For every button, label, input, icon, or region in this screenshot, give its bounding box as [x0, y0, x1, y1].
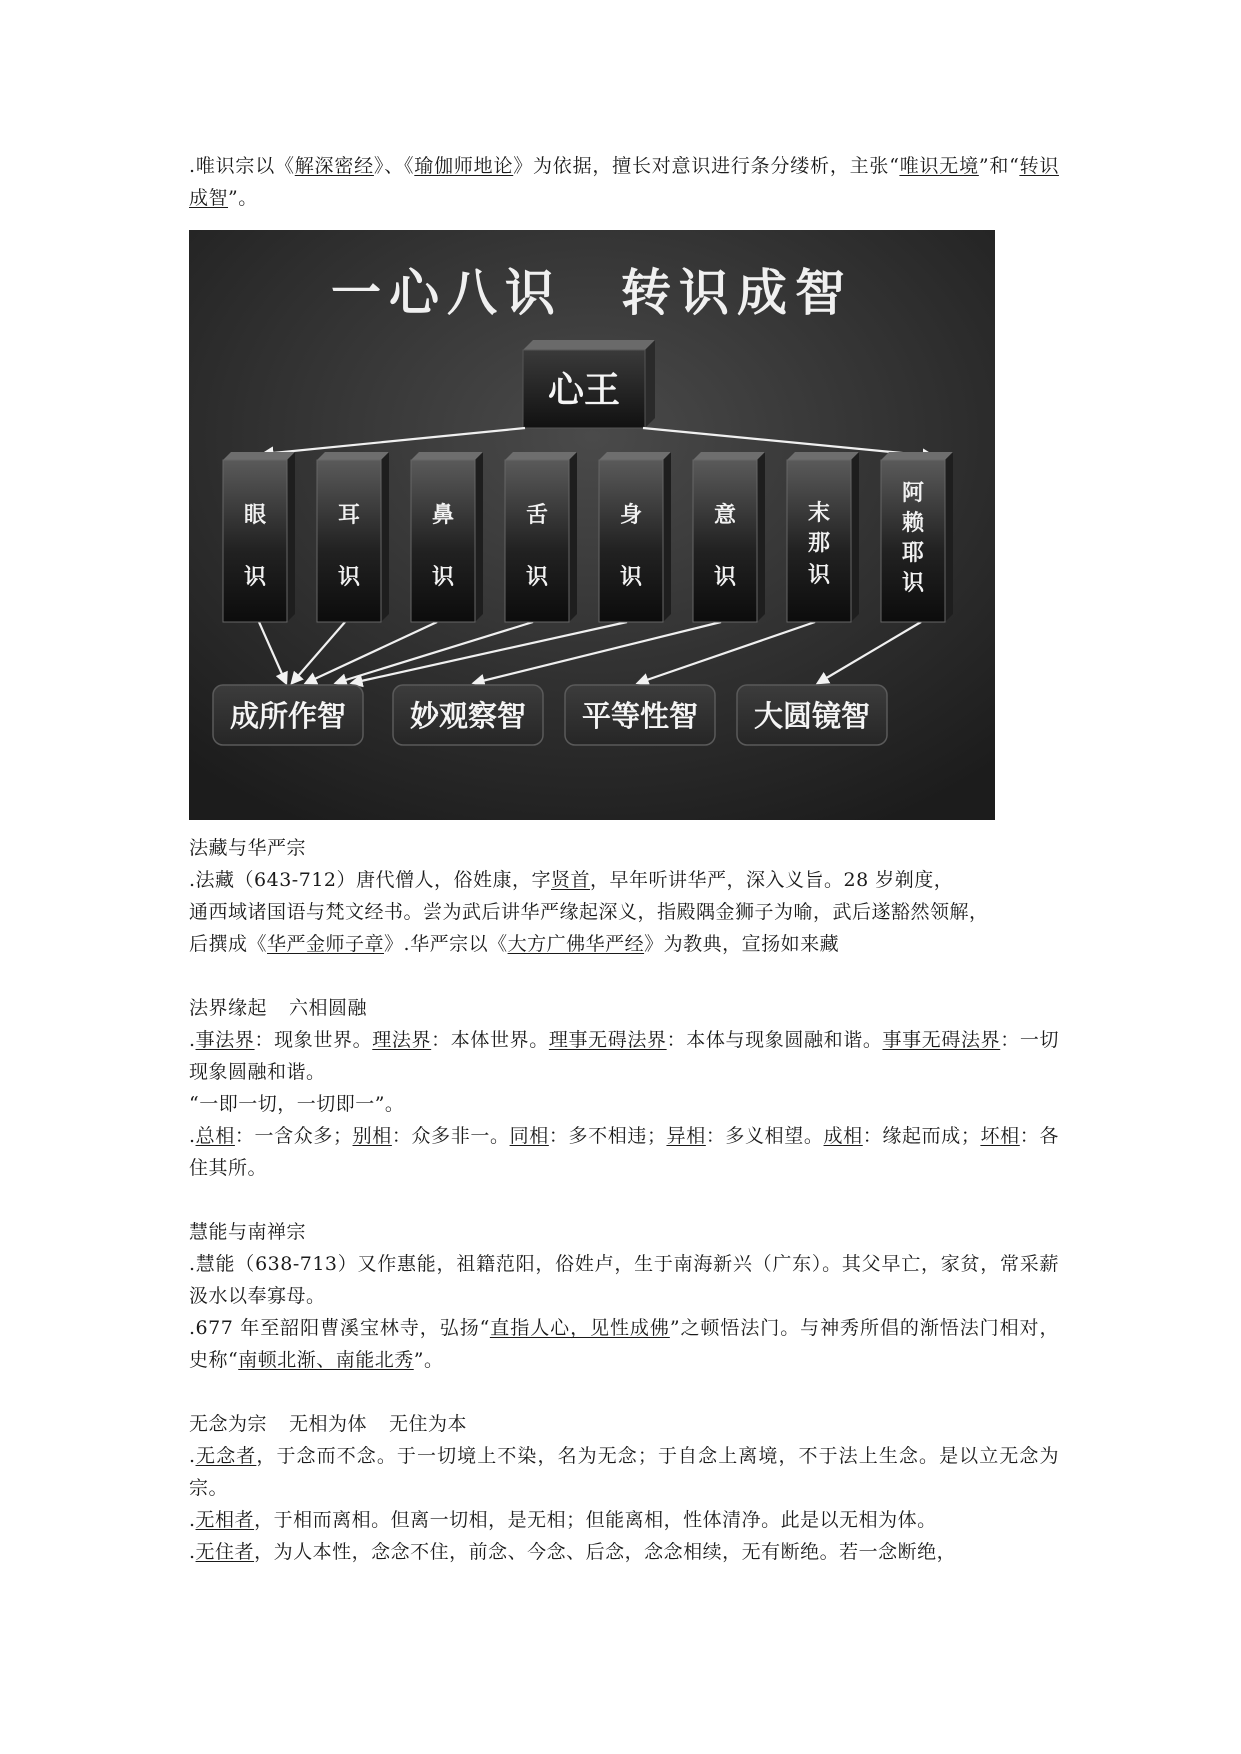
consciousness-pillar	[693, 452, 765, 622]
wunian-paragraph-1	[189, 1440, 1059, 1504]
spacer	[189, 960, 1059, 992]
pillar-top	[881, 452, 953, 460]
wisdom-box	[565, 685, 715, 745]
pillar-top	[223, 452, 295, 460]
text: .唯识宗以《	[189, 155, 295, 177]
pillar-side	[569, 452, 577, 622]
consciousness-pillar	[223, 452, 295, 622]
pillar-top	[505, 452, 577, 460]
text: ”和“	[978, 155, 1020, 177]
pillar-face	[317, 460, 381, 622]
term-link: 华严金师子章	[267, 933, 385, 955]
text: ：众多非一。	[391, 1125, 510, 1147]
wisdom-label: 成所作智	[229, 699, 347, 733]
pillar-char: 眼	[243, 503, 267, 528]
text: ：缘起而成；	[862, 1125, 981, 1147]
term-link: 事法界	[195, 1029, 255, 1051]
text: ：各住其所。	[189, 1125, 1059, 1179]
diagram-title: 一心八识 转识成智	[331, 264, 853, 322]
term-link: 无念者	[195, 1445, 257, 1467]
term-link: 坏相	[980, 1125, 1020, 1147]
wisdom-box	[737, 685, 887, 745]
pillar-char: 耳	[337, 503, 361, 528]
pillar-side	[851, 452, 859, 622]
text: ”。	[413, 1349, 444, 1371]
text: ”。	[228, 187, 258, 209]
pillar-char: 识	[619, 565, 643, 590]
consciousness-pillar	[411, 452, 483, 622]
term-link: 贤首	[551, 869, 591, 891]
title-part: 六相圆融	[289, 997, 368, 1019]
wunian-paragraph-2	[189, 1504, 1059, 1536]
text: 》、《	[373, 155, 415, 177]
pillar-char: 阿	[901, 481, 925, 506]
text: .677 年至韶阳曹溪宝林寺，弘扬“	[189, 1317, 490, 1339]
fazang-line-3	[189, 928, 1059, 960]
root-node	[523, 340, 655, 428]
pillar-top	[787, 452, 859, 460]
wisdom-label: 妙观察智	[409, 699, 527, 733]
pillar-char: 那	[807, 531, 831, 556]
text: .	[189, 1509, 196, 1531]
text: ：现象世界。	[254, 1029, 373, 1051]
pillar-char: 识	[243, 565, 267, 590]
pillar-side	[381, 452, 389, 622]
term-link: 转识成智	[189, 155, 1059, 209]
pillar-face	[223, 460, 287, 622]
pillar-face	[411, 460, 475, 622]
pillar-char: 识	[337, 565, 361, 590]
root-node-label: 心王	[547, 370, 621, 411]
fajie-paragraph-1	[189, 1024, 1059, 1088]
text: 后撰成《	[189, 933, 268, 955]
pillar-face	[599, 460, 663, 622]
title-part: 法界缘起	[189, 997, 268, 1019]
text: ，于相而离相。但离一切相，是无相；但能离相，性体清净。此是以无相为体。	[254, 1509, 937, 1531]
term-link: 事事无碍法界	[882, 1029, 1001, 1051]
consciousness-pillar	[599, 452, 671, 622]
term-link: 直指人心，见性成佛	[489, 1317, 670, 1339]
pillar-char: 赖	[901, 511, 925, 536]
wisdom-label: 平等性智	[581, 699, 699, 733]
pillar-char: 身	[619, 503, 643, 528]
text: 》为教典，宣扬如来藏	[644, 933, 840, 955]
term-link: 无相者	[195, 1509, 255, 1531]
text: ，为人本性，念念不住，前念、今念、后念，念念相续，无有断绝。若一念断绝，	[254, 1541, 957, 1563]
title-part: 无念为宗	[189, 1413, 268, 1435]
consciousness-pillar	[505, 452, 577, 622]
pillar-char: 识	[431, 565, 455, 590]
fazang-line-1	[189, 864, 1059, 896]
text: ：一切现象圆融和谐。	[189, 1029, 1059, 1083]
term-link: 理法界	[372, 1029, 432, 1051]
pillar-top	[693, 452, 765, 460]
text: 》为依据，擅长对意识进行条分缕析，主张“	[513, 155, 900, 177]
term-link: 唯识无境	[899, 155, 979, 177]
pillar-face	[693, 460, 757, 622]
pillar-char: 鼻	[431, 503, 455, 528]
consciousness-pillar	[787, 452, 859, 622]
wisdom-label: 大圆镜智	[753, 699, 871, 733]
title-part: 无相为体	[289, 1413, 368, 1435]
text: .	[189, 1541, 196, 1563]
pillar-side	[663, 452, 671, 622]
text: ：本体与现象圆融和谐。	[666, 1029, 883, 1051]
title-part: 无住为本	[389, 1413, 468, 1435]
wisdom-box	[393, 685, 543, 745]
huineng-paragraph-2	[189, 1312, 1059, 1376]
text: .法藏（643-712）唐代僧人，俗姓康，字	[189, 869, 551, 891]
pillar-char: 末	[807, 501, 831, 526]
wunian-title	[189, 1408, 1059, 1440]
pillar-char: 识	[525, 565, 549, 590]
eight-consciousness-diagram	[189, 230, 995, 820]
text: .	[189, 1125, 196, 1147]
pillar-char: 识	[713, 565, 737, 590]
huineng-paragraph-1: .慧能（638-713）又作惠能，祖籍范阳，俗姓卢，生于南海新兴（广东）。其父早亡，家贫，常采薪汲水以奉寡母。	[189, 1253, 1059, 1307]
text: ：多义相望。	[705, 1125, 824, 1147]
text: ：本体世界。	[431, 1029, 549, 1051]
term-link: 别相	[352, 1125, 392, 1147]
pillar-top	[599, 452, 671, 460]
pillar-side	[287, 452, 295, 622]
term-link: 大方广佛华严经	[507, 933, 645, 955]
text: ：一含众多；	[234, 1125, 353, 1147]
root-node-top	[523, 340, 655, 350]
wunian-paragraph-3	[189, 1536, 1059, 1568]
term-link: 异相	[666, 1125, 706, 1147]
text: 》.华严宗以《	[384, 933, 508, 955]
term-link: 瑜伽师地论	[414, 155, 514, 177]
text: .	[189, 1445, 196, 1467]
pillar-char: 耶	[901, 541, 925, 566]
fazang-title: 法藏与华严宗	[189, 837, 307, 859]
document-page	[189, 150, 1059, 1568]
fazang-line-2: 通西域诸国语与梵文经书。尝为武后讲华严缘起深义，指殿隅金狮子为喻，武后遂豁然领解，	[189, 901, 989, 923]
pillar-side	[945, 452, 953, 622]
fajie-quote: “一即一切，一切即一”。	[189, 1093, 405, 1115]
term-link: 理事无碍法界	[548, 1029, 667, 1051]
spacer	[189, 1376, 1059, 1408]
term-link: 无住者	[195, 1541, 255, 1563]
fajie-title	[189, 992, 1059, 1024]
spacer	[189, 1184, 1059, 1216]
pillar-top	[411, 452, 483, 460]
root-node-side	[645, 340, 655, 428]
pillar-char: 识	[901, 571, 925, 596]
diagram-canvas	[189, 230, 995, 820]
consciousness-pillar	[317, 452, 389, 622]
text: ：多不相违；	[548, 1125, 667, 1147]
text: .	[189, 1029, 196, 1051]
term-link: 成相	[823, 1125, 863, 1147]
fajie-paragraph-2	[189, 1120, 1059, 1184]
text: ，于念而不念。于一切境上不染，名为无念；于自念上离境，不于法上生念。是以立无念为宗。	[189, 1445, 1059, 1499]
pillar-top	[317, 452, 389, 460]
wisdom-box	[213, 685, 363, 745]
intro-paragraph	[189, 150, 1059, 214]
pillar-char: 意	[713, 503, 737, 528]
term-link: 南顿北渐、南能北秀	[238, 1349, 414, 1371]
pillar-side	[475, 452, 483, 622]
text: ，早年听讲华严，深入义旨。28 岁剃度，	[590, 869, 954, 891]
pillar-face	[505, 460, 569, 622]
term-link: 解深密经	[294, 155, 374, 177]
term-link: 总相	[195, 1125, 235, 1147]
huineng-title: 慧能与南禅宗	[189, 1221, 307, 1243]
text: ”之顿悟法门。与神秀所倡的渐悟法门相对，史称“	[189, 1317, 1060, 1371]
consciousness-pillar	[881, 452, 953, 622]
pillar-side	[757, 452, 765, 622]
pillar-char: 识	[807, 563, 831, 588]
term-link: 同相	[509, 1125, 549, 1147]
pillar-char: 舌	[525, 503, 549, 528]
